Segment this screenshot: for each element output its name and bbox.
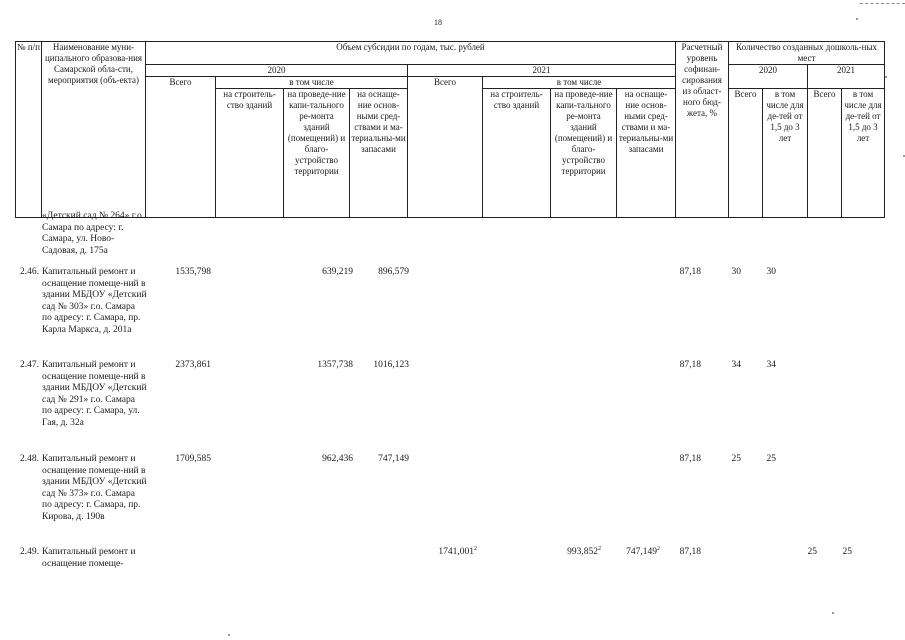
hdr-including-2020: в том числе xyxy=(216,77,408,89)
hdr-places-2021-total: Всего xyxy=(808,89,842,218)
row-cofin: 87,18 xyxy=(679,267,701,277)
row-cofin: 87,18 xyxy=(679,454,701,464)
hdr-places-2020-total: Всего xyxy=(729,89,763,218)
row-num: 2.48. xyxy=(20,454,39,464)
hdr-subsidy-2020: 2020 xyxy=(146,65,408,77)
hdr-places-2020: 2020 xyxy=(729,65,808,89)
row-places-2021-total: 25 xyxy=(807,547,817,557)
hdr-places-2021: 2021 xyxy=(808,65,885,89)
scan-speck xyxy=(856,18,858,20)
row-name: Капитальный ремонт и оснащение помеще-ний в здании МБДОУ «Детский сад № 303» г.о. Самара по адресу: г. Самара, пр. Карла Маркса, д. 201а xyxy=(42,267,147,335)
row-num: 2.47. xyxy=(20,360,39,370)
hdr-including-2021: в том числе xyxy=(483,77,676,89)
scan-speck xyxy=(832,612,834,614)
row-places-2020-total: 30 xyxy=(731,267,741,277)
scan-speck xyxy=(228,634,230,636)
row-repair-2020: 962,436 xyxy=(322,454,353,464)
row-num: 2.46. xyxy=(20,267,39,277)
hdr-places-2020-incl: в том числе для де-тей от 1,5 до 3 лет xyxy=(763,89,808,218)
hdr-total-2020: Всего xyxy=(146,77,216,218)
row-total-2021: 1741,001$^2$ xyxy=(438,545,477,557)
hdr-equipment-2020: на оснаще-ние основ-ными сред-ствами и ма-териальны-ми запасами xyxy=(350,89,408,218)
row-repair-2020: 639,219 xyxy=(322,267,353,277)
hdr-name: Наименование муни-ципального образова-ния Самарской обла-сти, мероприятия (объ-екта) xyxy=(42,42,146,218)
top-edge-line xyxy=(860,3,905,4)
row-name: Капитальный ремонт и оснащение помеще- xyxy=(42,547,136,569)
row-total-2020: 1709,585 xyxy=(175,454,211,464)
row-name: Капитальный ремонт и оснащение помеще-ний в здании МБДОУ «Детский сад № 291» г.о. Самара по адресу: г. Самара, ул. Гая, д. 32а xyxy=(42,360,147,428)
row-equipment-2020: 1016,123 xyxy=(373,360,409,370)
hdr-places: Количество созданных дошколь-ных мест xyxy=(729,42,885,65)
row-equipment-2020: 896,579 xyxy=(378,267,409,277)
hdr-places-2021-incl: в том числе для де-тей от 1,5 до 3 лет xyxy=(842,89,885,218)
hdr-repair-2020: на проведе-ние капи-тального ре-монта зданий (помещений) и благо-устройство территории xyxy=(284,89,350,218)
hdr-num: № п/п xyxy=(16,42,42,218)
row-repair-2020: 1357,738 xyxy=(317,360,353,370)
row-equipment-2021: 747,149$^2$ xyxy=(626,545,660,557)
row-name: «Детский сад № 264» г.о. Самара по адресу: г. Самара, ул. Ново-Садовая, д. 175а xyxy=(42,211,145,256)
row-places-2021-incl: 25 xyxy=(842,547,852,557)
hdr-total-2021: Всего xyxy=(408,77,483,218)
hdr-subsidy-2021: 2021 xyxy=(408,65,676,77)
row-places-2020-total: 25 xyxy=(731,454,741,464)
row-cofin: 87,18 xyxy=(679,360,701,370)
row-places-2020-incl: 34 xyxy=(766,360,776,370)
row-places-2020-total: 34 xyxy=(731,360,741,370)
hdr-cofin: Расчетный уровень софинан-сирования из област-ного бюд-жета, % xyxy=(676,42,729,218)
hdr-subsidy: Объем субсидии по годам, тыс. рублей xyxy=(146,42,676,65)
row-repair-2021: 993,852$^2$ xyxy=(567,545,601,557)
row-total-2020: 2373,861 xyxy=(175,360,211,370)
row-name: Капитальный ремонт и оснащение помеще-ний в здании МБДОУ «Детский сад № 373» г.о. Самара по адресу: г. Самара, пр. Кирова, д. 190в xyxy=(42,454,147,522)
row-places-2020-incl: 30 xyxy=(766,267,776,277)
row-total-2020: 1535,798 xyxy=(175,267,211,277)
hdr-construction-2020: на строитель-ство зданий xyxy=(216,89,284,218)
scan-speck xyxy=(885,76,887,78)
page-number: 18 xyxy=(434,18,442,27)
row-num: 2.49. xyxy=(20,547,39,557)
row-equipment-2020: 747,149 xyxy=(378,454,409,464)
hdr-repair-2021: на проведе-ние капи-тального ре-монта зданий (помещений) и благо-устройство территории xyxy=(551,89,617,218)
table-header xyxy=(15,41,885,218)
row-cofin: 87,18 xyxy=(679,547,701,557)
row-places-2020-incl: 25 xyxy=(766,454,776,464)
hdr-equipment-2021: на оснаще-ние основ-ными сред-ствами и ма-териальны-ми запасами xyxy=(617,89,676,218)
hdr-construction-2021: на строитель-ство зданий xyxy=(483,89,551,218)
